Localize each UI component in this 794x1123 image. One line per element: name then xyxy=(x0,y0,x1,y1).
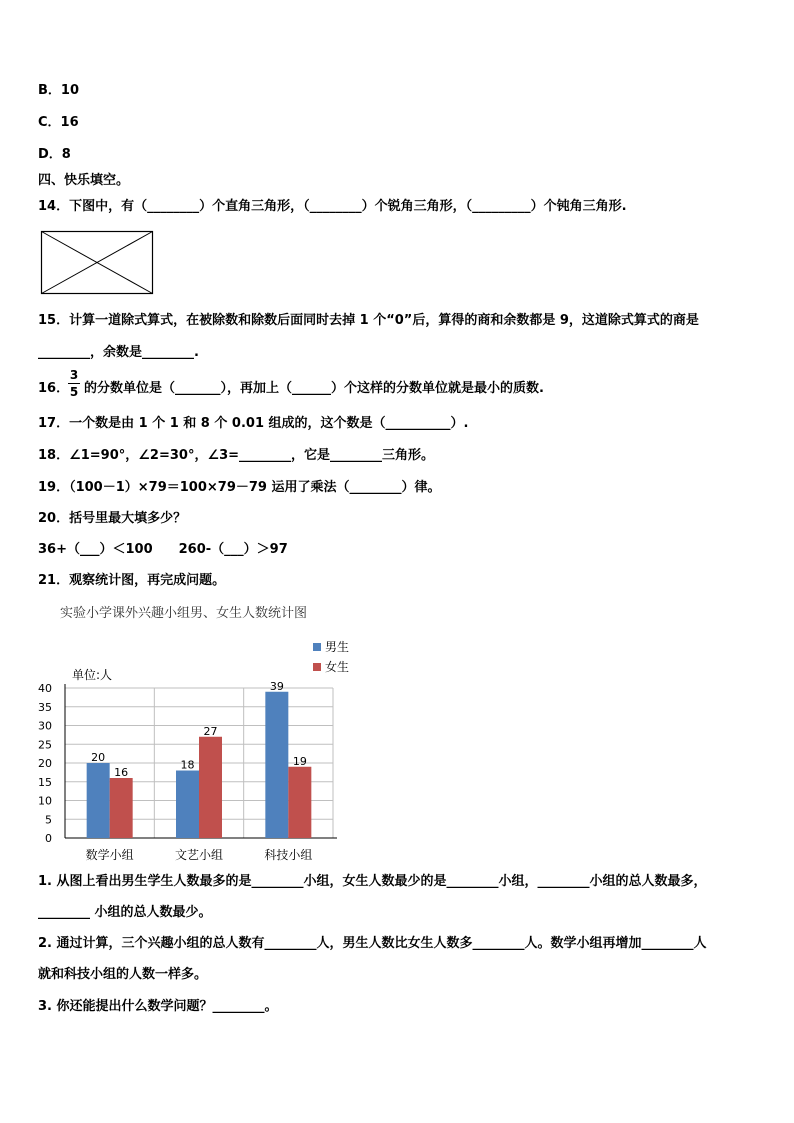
bar-chart xyxy=(30,632,370,868)
question-14: 14．下图中，有（________）个直角三角形，（________）个锐角三角形，（_________）个钝角三角形. xyxy=(38,199,627,214)
option-d: D．8 xyxy=(38,147,71,162)
y-tick-label: 0 xyxy=(45,832,52,845)
y-tick-label: 15 xyxy=(38,775,52,789)
bar-boys xyxy=(87,763,110,838)
y-tick-label: 40 xyxy=(38,682,52,695)
legend-swatch-girls xyxy=(313,663,321,671)
fraction-bar xyxy=(68,383,80,384)
fraction-denominator: 5 xyxy=(69,385,79,399)
y-tick-label: 35 xyxy=(38,700,52,714)
question-16-text: 的分数单位是（_______），再加上（______）个这样的分数单位就是最小的质数. xyxy=(84,381,544,396)
question-21: 21．观察统计图，再完成问题。 xyxy=(38,573,226,588)
data-label: 18 xyxy=(180,758,195,772)
legend-label-boys: 男生 xyxy=(325,640,350,654)
data-label: 16 xyxy=(114,766,129,779)
data-label: 19 xyxy=(292,754,307,768)
question-15-line2: ________，余数是________. xyxy=(38,345,199,360)
rectangle-diagram xyxy=(40,230,155,296)
y-tick-label: 30 xyxy=(38,719,52,733)
fraction-numerator: 3 xyxy=(69,368,79,382)
data-label: 39 xyxy=(269,679,284,693)
bar-boys xyxy=(176,771,199,839)
y-tick-label: 10 xyxy=(38,794,52,808)
question-15-line1: 15．计算一道除式算式，在被除数和除数后面同时去掉 1 个“0”后，算得的商和余数都是 9，这道除式算式的商是 xyxy=(38,313,699,328)
sub-question-3: 3. 你还能提出什么数学问题？________。 xyxy=(38,999,278,1014)
category-label: 科技小组 xyxy=(264,848,313,862)
category-label: 数学小组 xyxy=(85,848,134,862)
bar-girls xyxy=(110,778,133,838)
option-b: B．10 xyxy=(38,83,79,98)
data-label: 27 xyxy=(203,724,218,738)
section-heading: 四、快乐填空。 xyxy=(38,173,130,188)
bar-girls xyxy=(288,767,311,838)
bar-girls xyxy=(199,737,222,838)
question-16-number: 16． xyxy=(38,381,70,396)
legend-swatch-boys xyxy=(313,643,321,651)
bar-boys xyxy=(265,692,288,838)
sub-question-1-line1: 1. 从图上看出男生学生人数最多的是________小组，女生人数最少的是________小组，________小组的总人数最多， xyxy=(38,874,707,889)
fraction xyxy=(68,368,80,399)
question-20-expression: 36+（___）＜100 260-（___）＞97 xyxy=(38,542,288,557)
option-c: C．16 xyxy=(38,115,79,130)
sub-question-1-line2: ________ 小组的总人数最少。 xyxy=(38,905,212,920)
y-tick-label: 25 xyxy=(38,738,52,752)
y-tick-label: 20 xyxy=(38,757,52,770)
legend-label-girls: 女生 xyxy=(325,660,350,674)
y-tick-label: 5 xyxy=(45,813,52,827)
category-label: 文艺小组 xyxy=(174,848,224,862)
chart-title: 实验小学课外兴趣小组男、女生人数统计图 xyxy=(60,606,308,621)
sub-question-2-line2: 就和科技小组的人数一样多。 xyxy=(38,967,208,982)
data-label: 20 xyxy=(91,751,106,764)
question-19: 19．（100－1）×79＝100×79－79 运用了乘法（________）律。 xyxy=(38,480,441,495)
sub-question-2-line1: 2. 通过计算，三个兴趣小组的总人数有________人，男生人数比女生人数多________人。数学小组再增加________人 xyxy=(38,936,707,951)
y-axis-unit: 单位:人 xyxy=(72,668,113,682)
question-20-title: 20．括号里最大填多少？ xyxy=(38,511,187,526)
question-17: 17．一个数是由 1 个 1 和 8 个 0.01 组成的，这个数是（__________）. xyxy=(38,416,469,431)
question-18: 18．∠1=90°，∠2=30°，∠3=________，它是________三角形。 xyxy=(38,448,435,463)
